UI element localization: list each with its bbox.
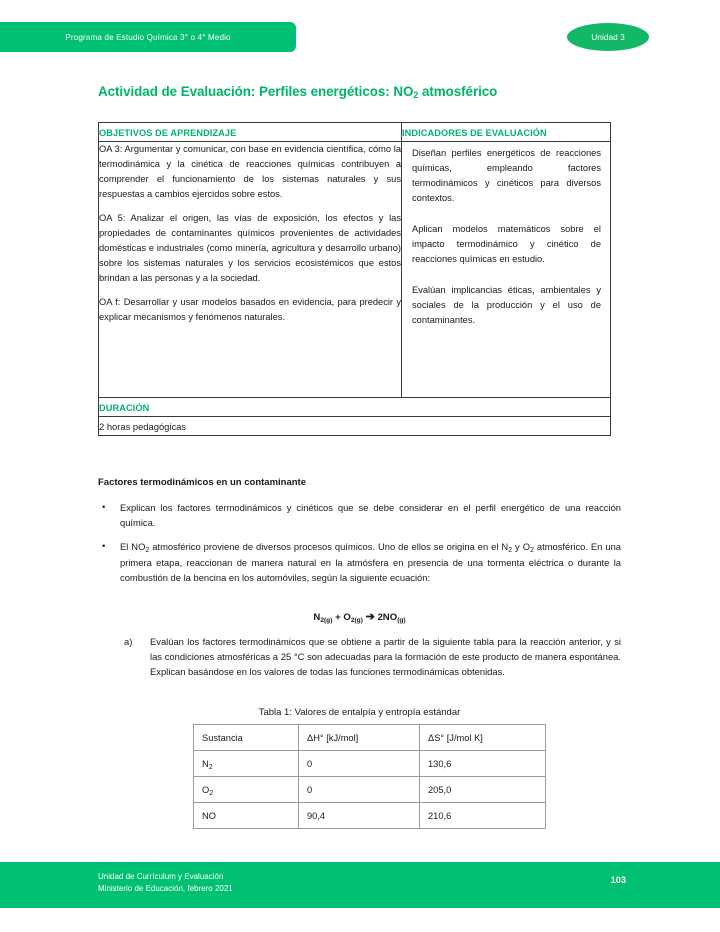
cell-entropy: 210,6	[420, 803, 546, 829]
table-row-content	[99, 142, 611, 398]
cell-enthalpy: 90,4	[299, 803, 420, 829]
item-a-text: Evalúan los factores termodinámicos que se obtiene a partir de la siguiente tabla para la reacción anterior, y si las condiciones atmosféricas a 25 °C son adecuadas para la formación de este producto de manera espontánea. Explican basándose en los valores de todas las funciones termodinámicas obtenidas.	[150, 636, 621, 678]
page-title-prefix: Actividad de Evaluación: Perfiles energéticos: NO	[98, 84, 414, 99]
objective-item: OA 5: Analizar el origen, las vías de exposición, los efectos y las propiedades de contaminantes químicos provenientes de actividades domésticas e industriales (como minería, agricultura y desarrollo urbano) sobre los sistemas naturales y los servicios ecosistémicos que estos brindan a las personas y a la sociedad.	[99, 213, 401, 284]
table-row-duration-value	[99, 417, 611, 436]
list-item	[98, 500, 621, 530]
list-item	[98, 539, 621, 585]
table-row-duration-header	[99, 398, 611, 417]
subscript: 2	[530, 547, 534, 555]
indicators-header-label: INDICADORES DE EVALUACIÓN	[402, 128, 547, 138]
subscript: 2	[145, 547, 150, 555]
cell-sustancia	[194, 803, 299, 829]
enthalpy-entropy-table	[193, 724, 546, 829]
equation-reactant-n2: N	[313, 612, 321, 623]
table-row	[194, 803, 546, 829]
learning-objectives-table	[98, 122, 611, 436]
text-fragment: El NO	[120, 541, 146, 553]
objectives-content-cell	[99, 142, 402, 398]
text-fragment: atmosférico. En una primera etapa, reaccionan de manera natural en la atmósfera en presencia de una tormenta eléctrica o durante la combustión de la bencina en los automóviles, según la siguiente ecuación:	[120, 541, 621, 584]
unit-badge-label: Unidad 3	[591, 32, 625, 42]
objective-item: OA 3: Argumentar y comunicar, con base en evidencia científica, cómo la termodinámica y la cinética de reacciones químicas contribuyen a comprender el funcionamiento de los sistemas naturales y sus respuestas a cambios ejercidos sobre estos.	[99, 144, 401, 200]
item-a-marker: a)	[124, 636, 133, 647]
indicators-content-cell	[402, 142, 611, 398]
subscript: 2	[209, 789, 214, 797]
objectives-header-label: OBJETIVOS DE APRENDIZAJE	[99, 128, 237, 138]
header-banner-label: Programa de Estudio Química 3° o 4° Medio	[65, 32, 231, 42]
bullet-marker-icon: •	[102, 502, 106, 513]
lettered-item-a	[124, 634, 621, 680]
indicator-item: Aplican modelos matemáticos sobre el impacto termodinámico y cinético de reacciones químicas en estudio.	[412, 224, 601, 265]
duration-header-cell	[99, 398, 611, 417]
column-header-sustancia: Sustancia	[194, 725, 299, 751]
cell-sustancia	[194, 751, 299, 777]
subscript: 2	[508, 547, 513, 555]
list-item-text	[120, 539, 621, 585]
footer-line-1: Unidad de Currículum y Evaluación	[98, 872, 224, 881]
table-row	[194, 751, 546, 777]
footer-text	[98, 871, 233, 896]
indicator-item: Diseñan perfiles energéticos de reacciones químicas, empleando factores termodinámicos y cinéticos para diversos contextos.	[412, 148, 601, 204]
duration-header-label: DURACIÓN	[99, 403, 150, 413]
arrow-icon: ➔	[365, 611, 375, 623]
data-table-caption: Tabla 1: Valores de entalpía y entropía estándar	[258, 707, 461, 718]
page-title-subscript: 2	[413, 90, 419, 100]
text-fragment: atmosférico proviene de diversos procesos químicos. Uno de ellos se origina en el N	[149, 541, 509, 553]
indicators-header-cell	[402, 123, 611, 142]
list-item-text: Explican los factores termodinámicos y cinéticos que se debe considerar en el perfil energético de una reacción química.	[120, 502, 621, 529]
cell-entropy: 205,0	[420, 777, 546, 803]
section-heading: Factores termodinámicos en un contaminante	[98, 477, 306, 488]
duration-value-cell	[99, 417, 611, 436]
objective-item: OA f: Desarrollar y usar modelos basados en evidencia, para predecir y explicar mecanismos y fenómenos naturales.	[99, 297, 401, 323]
bullet-marker-icon: •	[102, 541, 106, 553]
cell-sustancia	[194, 777, 299, 803]
subscript: 2(g)	[350, 617, 363, 624]
subscript: 2(g)	[320, 617, 333, 624]
cell-enthalpy: 0	[299, 777, 420, 803]
column-header-entropy: ΔS° [J/mol K]	[420, 725, 546, 751]
bullet-list	[98, 500, 621, 594]
cell-entropy: 130,6	[420, 751, 546, 777]
page-number: 103	[610, 875, 626, 885]
header-banner	[0, 22, 296, 52]
text-fragment: y O	[512, 541, 531, 553]
table-row	[194, 777, 546, 803]
subscript: 2	[208, 763, 213, 771]
footer-line-2: Ministerio de Educación, febrero 2021	[98, 884, 233, 894]
subscript: (g)	[397, 617, 406, 624]
table-row-headers	[99, 123, 611, 142]
indicator-item: Evalúan implicancias éticas, ambientales y sociales de la producción y el uso de contaminantes.	[412, 285, 601, 326]
page-title	[98, 84, 618, 99]
substance-symbol: N	[202, 758, 209, 769]
cell-enthalpy: 0	[299, 751, 420, 777]
equation-product-no: 2NO	[374, 612, 398, 623]
substance-symbol: O	[202, 784, 210, 795]
objectives-header-cell	[99, 123, 402, 142]
chemical-equation	[98, 610, 621, 623]
duration-value-label: 2 horas pedagógicas	[99, 421, 187, 432]
unit-badge	[567, 23, 649, 51]
substance-symbol: NO	[202, 810, 216, 821]
page-title-suffix: atmosférico	[418, 84, 498, 99]
equation-plus: + O	[332, 612, 351, 623]
table-row-header	[194, 725, 546, 751]
column-header-enthalpy: ΔH° [kJ/mol]	[299, 725, 420, 751]
